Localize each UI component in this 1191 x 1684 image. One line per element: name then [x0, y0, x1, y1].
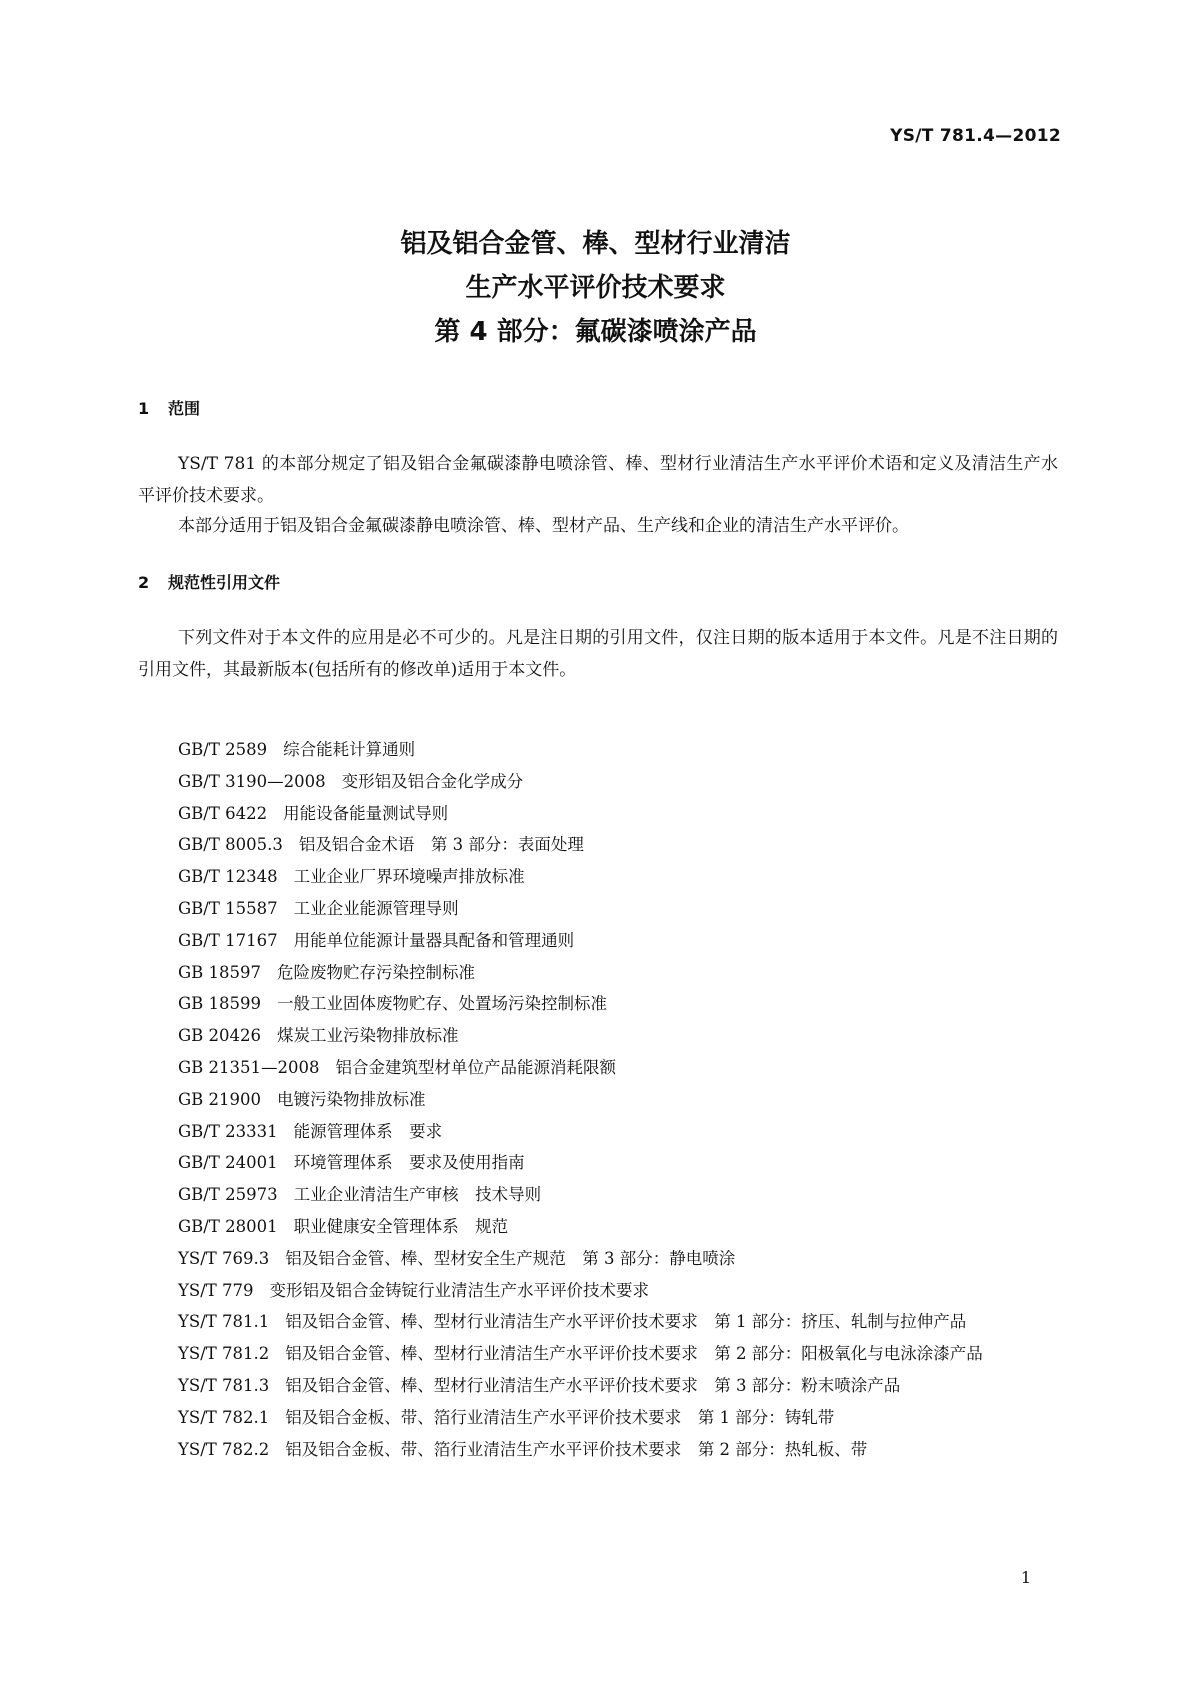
reference-item — [138, 1211, 1058, 1243]
reference-title: 电镀污染物排放标准 — [277, 1089, 426, 1109]
reference-code: YS/T 779 — [178, 1280, 254, 1300]
reference-title: 铝及铝合金管、棒、型材行业清洁生产水平评价技术要求 第 1 部分：挤压、轧制与拉伸产品 — [285, 1312, 967, 1332]
reference-title: 铝及铝合金管、棒、型材安全生产规范 第 3 部分：静电喷涂 — [285, 1248, 736, 1268]
reference-code: GB/T 23331 — [178, 1121, 278, 1141]
page-number: 1 — [1020, 1568, 1031, 1587]
reference-title: 煤炭工业污染物排放标准 — [277, 1026, 459, 1046]
section-2-number: 2 — [138, 573, 150, 592]
reference-item — [138, 957, 1058, 989]
reference-title: 能源管理体系 要求 — [293, 1121, 443, 1141]
reference-title: 工业企业能源管理导则 — [293, 898, 459, 918]
reference-code: YS/T 781.1 — [178, 1312, 270, 1332]
reference-item — [138, 1020, 1058, 1052]
section-1-paragraph-2: 本部分适用于铝及铝合金氟碳漆静电喷涂管、棒、型材产品、生产线和企业的清洁生产水平评价。 — [178, 516, 909, 536]
title-line-1: 铝及铝合金管、棒、型材行业清洁 — [400, 229, 791, 259]
section-2-intro: 下列文件对于本文件的应用是必不可少的。凡是注日期的引用文件，仅注日期的版本适用于本文件。凡是不注日期的引用文件，其最新版本(包括所有的修改单)适用于本文件。 — [138, 628, 1058, 680]
reference-item — [138, 925, 1058, 957]
section-2-title: 规范性引用文件 — [168, 573, 281, 592]
reference-code: GB 21900 — [178, 1089, 262, 1109]
reference-item — [138, 893, 1058, 925]
document-title — [0, 222, 1191, 354]
reference-code: GB 18599 — [178, 994, 262, 1014]
reference-title: 铝合金建筑型材单位产品能源消耗限额 — [335, 1057, 617, 1077]
reference-code: GB 21351—2008 — [178, 1057, 320, 1077]
reference-item — [138, 1338, 1058, 1370]
reference-code: GB/T 2589 — [178, 740, 268, 759]
reference-code: GB/T 8005.3 — [178, 835, 283, 855]
reference-title: 用能设备能量测试导则 — [283, 803, 449, 823]
reference-item — [138, 1243, 1058, 1275]
reference-item — [138, 1116, 1058, 1148]
reference-item — [138, 829, 1058, 861]
reference-code: YS/T 781.3 — [178, 1375, 270, 1395]
section-1-heading — [138, 396, 200, 419]
reference-code: YS/T 769.3 — [178, 1248, 270, 1268]
reference-title: 危险废物贮存污染控制标准 — [277, 962, 476, 982]
reference-code: GB/T 24001 — [178, 1153, 278, 1173]
reference-item — [138, 798, 1058, 830]
reference-item — [138, 1084, 1058, 1116]
reference-item — [138, 1306, 1058, 1338]
section-1-paragraph-1: YS/T 781 的本部分规定了铝及铝合金氟碳漆静电喷涂管、棒、型材行业清洁生产水平评价术语和定义及清洁生产水平评价技术要求。 — [138, 454, 1058, 506]
reference-item — [138, 1434, 1058, 1466]
reference-title: 铝及铝合金管、棒、型材行业清洁生产水平评价技术要求 第 3 部分：粉末喷涂产品 — [285, 1375, 901, 1395]
reference-code: GB/T 15587 — [178, 898, 278, 918]
reference-item — [138, 734, 1058, 766]
reference-code: GB/T 6422 — [178, 803, 268, 823]
reference-title: 变形铝及铝合金铸锭行业清洁生产水平评价技术要求 — [269, 1280, 649, 1300]
section-1-number: 1 — [138, 399, 150, 418]
reference-code: YS/T 782.2 — [178, 1439, 270, 1459]
title-line-3: 第 4 部分：氟碳漆喷涂产品 — [434, 317, 757, 347]
reference-item — [138, 1179, 1058, 1211]
reference-item — [138, 988, 1058, 1020]
reference-title: 用能单位能源计量器具配备和管理通则 — [293, 930, 575, 950]
normative-references-list — [138, 734, 1058, 1465]
reference-title: 工业企业厂界环境噪声排放标准 — [293, 867, 525, 887]
reference-item — [138, 1370, 1058, 1402]
reference-code: YS/T 781.2 — [178, 1344, 270, 1364]
reference-code: GB/T 28001 — [178, 1216, 278, 1236]
reference-item — [138, 1052, 1058, 1084]
reference-code: GB 20426 — [178, 1026, 262, 1046]
reference-title: 变形铝及铝合金化学成分 — [341, 771, 524, 791]
reference-item — [138, 1147, 1058, 1179]
reference-code: GB/T 25973 — [178, 1185, 278, 1205]
section-1-title: 范围 — [168, 399, 201, 418]
reference-item — [138, 766, 1058, 798]
reference-title: 铝及铝合金板、带、箔行业清洁生产水平评价技术要求 第 1 部分：铸轧带 — [285, 1407, 835, 1427]
reference-title: 一般工业固体废物贮存、处置场污染控制标准 — [277, 994, 608, 1014]
reference-title: 环境管理体系 要求及使用指南 — [293, 1153, 525, 1173]
reference-title: 铝及铝合金管、棒、型材行业清洁生产水平评价技术要求 第 2 部分：阳极氧化与电泳涂漆产品 — [285, 1344, 983, 1364]
reference-code: GB 18597 — [178, 962, 262, 982]
reference-code: GB/T 3190—2008 — [178, 771, 326, 791]
section-2-heading — [138, 570, 280, 593]
reference-title: 铝及铝合金板、带、箔行业清洁生产水平评价技术要求 第 2 部分：热轧板、带 — [285, 1439, 868, 1459]
reference-item — [138, 861, 1058, 893]
reference-title: 工业企业清洁生产审核 技术导则 — [293, 1185, 542, 1205]
reference-code: YS/T 782.1 — [178, 1407, 270, 1427]
reference-item — [138, 1275, 1058, 1307]
reference-item — [138, 1402, 1058, 1434]
reference-title: 职业健康安全管理体系 规范 — [293, 1216, 509, 1236]
reference-title: 综合能耗计算通则 — [283, 740, 416, 759]
standard-number: YS/T 781.4—2012 — [890, 126, 1061, 146]
reference-code: GB/T 17167 — [178, 930, 278, 950]
reference-title: 铝及铝合金术语 第 3 部分：表面处理 — [298, 835, 584, 855]
title-line-2: 生产水平评价技术要求 — [465, 273, 726, 303]
reference-code: GB/T 12348 — [178, 867, 278, 887]
